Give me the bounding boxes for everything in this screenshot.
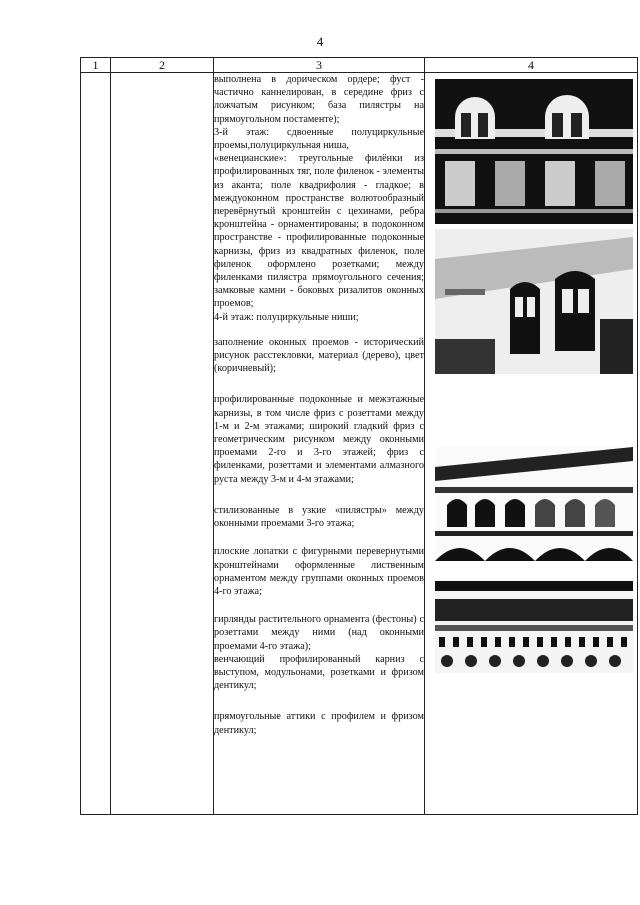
heritage-table [80,57,638,815]
facade-photo-4 [435,581,633,673]
text-attics: прямоугольные аттики с профилем и фризом дентикул; [214,711,424,736]
column-header-2: 2 [111,58,214,73]
text-floor2-order: выполнена в дорическом ордере; фуст - частично каннелирован, в середине фриз с ложчатым рисунком; база пилястры на прямоугольном постаменте); [214,74,424,125]
photo-cell [425,73,638,815]
column-1-cell [81,73,111,815]
text-garlands: гирлянды растительного орнамента (фестоны) с розеттами между ними (над оконными проемами 4-го этажа); [214,614,424,652]
text-window-filling: заполнение оконных проемов - исторический рисунок расстекловки, материал (дерево), цвет (коричневый); [214,336,424,375]
description-cell [214,73,425,815]
column-header-1: 1 [81,58,111,73]
text-floor3-title: 3-й этаж: сдвоенные полуциркульные проемы,полуциркульная ниша, [214,126,424,152]
table-header-row [81,58,638,73]
column-header-3: 3 [214,58,425,73]
page-number: 4 [316,34,324,49]
facade-photo-1 [435,79,633,224]
column-header-4: 4 [425,58,638,73]
facade-photo-3 [435,447,633,561]
table-row [81,73,638,815]
text-cornices: профилированные подоконные и межэтажные карнизы, в том числе фриз с розеттами между 1-м и 2-м этажами; широкий гладкий фриз с геометрическим рисунком между оконными проемами 2-го и 3-го этажей; фриз с филенками, розеттами и элементами алмазного руста между 3-м и 4-м этажами; [214,394,424,485]
column-2-cell [111,73,214,815]
facade-photo-2 [435,229,633,374]
text-lopatki: плоские лопатки с фигурными перевернутыми кронштейнами оформленные лиственным орнаментом между группами оконных проемов 4-го этажа; [214,546,424,597]
text-pilasters: стилизованные в узкие «пилястры» между оконными проемами 3-го этажа; [214,504,424,530]
text-floor3-venetian: «венецианские»: треугольные филёнки из профилированных тяг, поле филенок - элементы из аканта; поле квадрифолия - гладкое; в междуоконном пространстве волютообразный перевёрнутый кронштейн с цехинами, ребра кронштейна - орнаментированы; в подоконном пространстве - профилированные подоконные карнизы, фриз из квадратных филенок, поле филенок оформлено розетками; между филенками пилястра прямоугольного сечения; замковые камни - боковых ризалитов оконных проемов; [214,153,424,310]
text-floor4-niches: 4-й этаж: полуциркульные ниши; [214,311,359,323]
text-crowning-cornice: венчающий профилированный карниз с выступом, модульонами, розетками и фризом дентикул; [214,653,424,692]
